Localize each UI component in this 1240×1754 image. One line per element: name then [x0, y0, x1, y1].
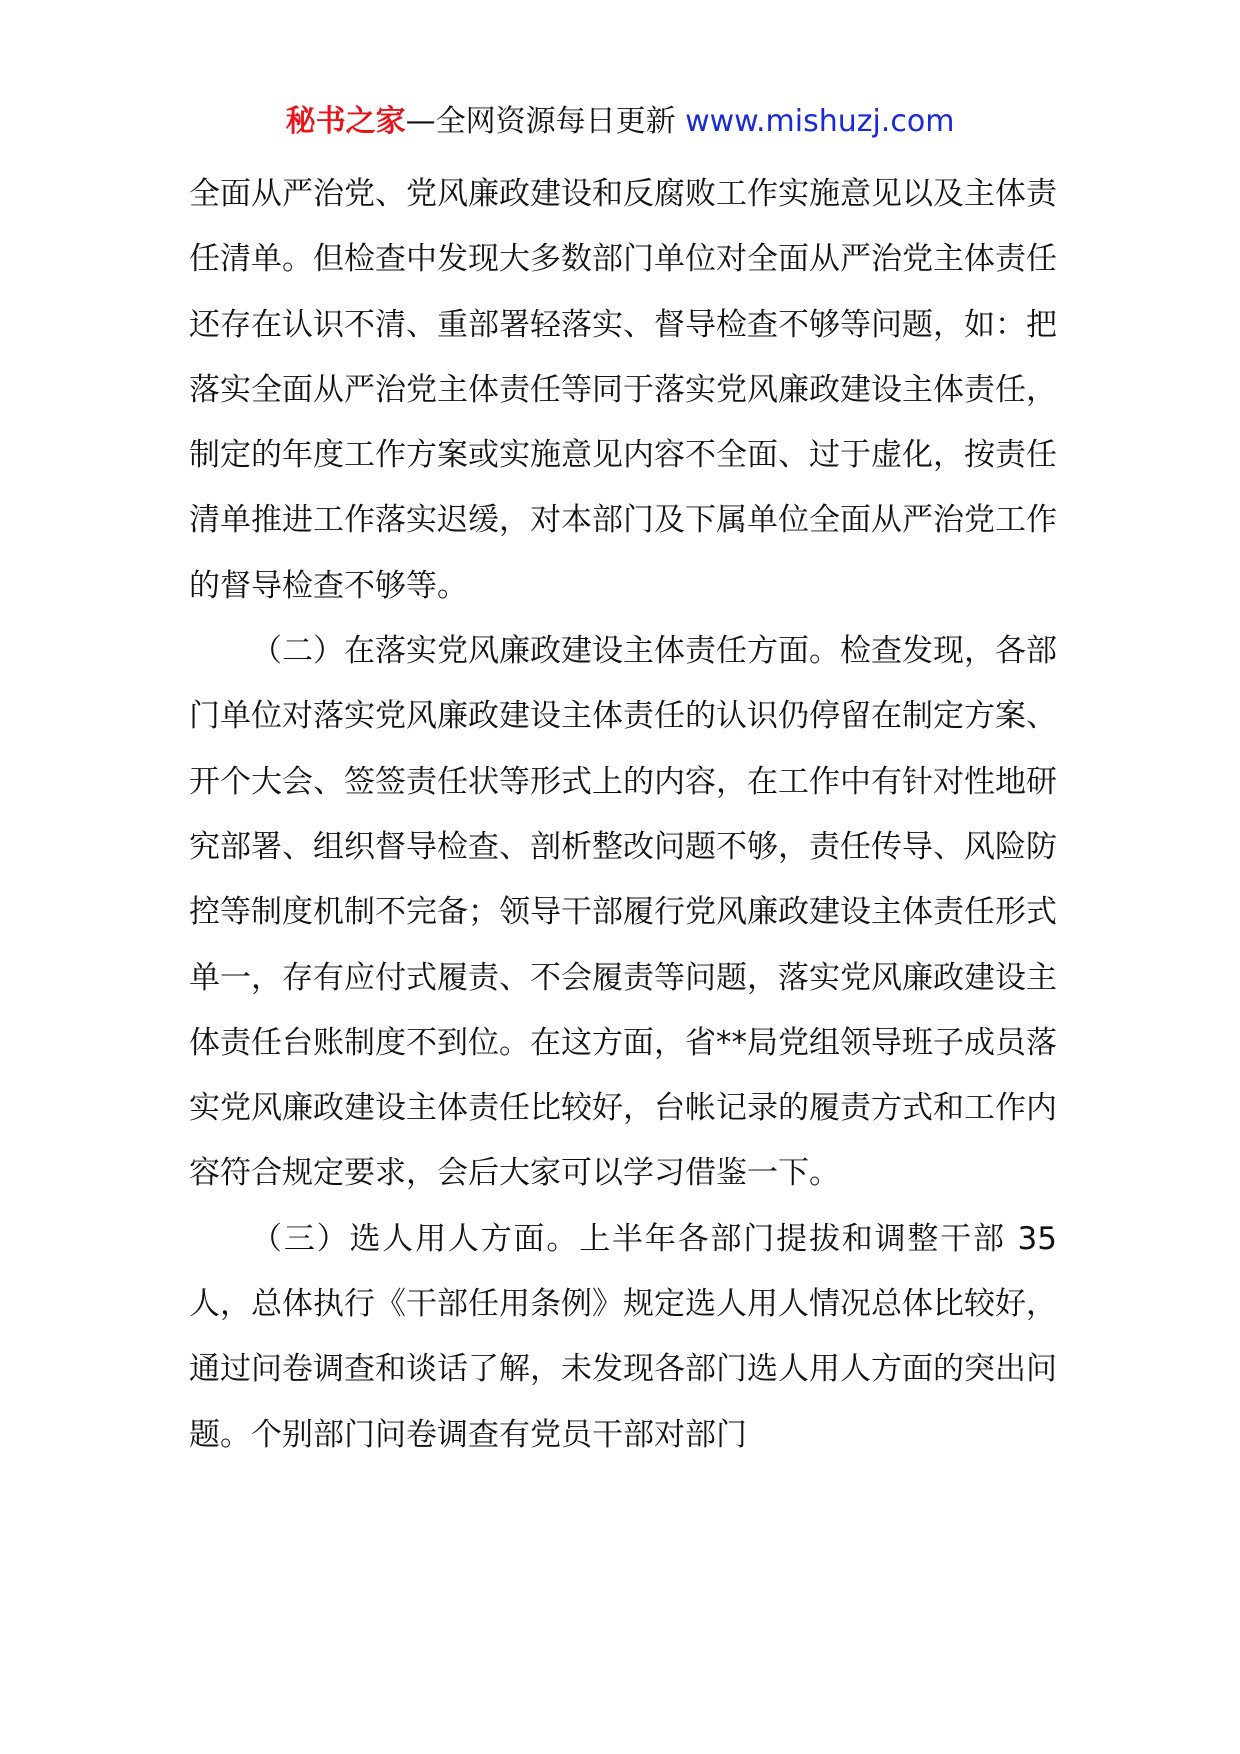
- paragraph-continuation: 全面从严治党、党风廉政建设和反腐败工作实施意见以及主体责任清单。但检查中发现大多数部门单位对全面从严治党主体责任还存在认识不清、重部署轻落实、督导检查不够等问题，如：把落实全面从严治党主体责任等同于落实党风廉政建设主体责任，制定的年度工作方案或实施意见内容不全面、过于虚化，按责任清单推进工作落实迟缓，对本部门及下属单位全面从严治党工作的督导检查不够等。: [189, 176, 1057, 604]
- paragraph-section-2: （二）在落实党风廉政建设主体责任方面。检查发现，各部门单位对落实党风廉政建设主体责任的认识仍停留在制定方案、开个大会、签签责任状等形式上的内容，在工作中有针对性地研究部署、组织督导检查、剖析整改问题不够，责任传导、风险防控等制度机制不完备；领导干部履行党风廉政建设主体责任形式单一，存有应付式履责、不会履责等问题，落实党风廉政建设主体责任台账制度不到位。在这方面，省**局党组领导班子成员落实党风廉政建设主体责任比较好，台帐记录的履责方式和工作内容符合规定要求，会后大家可以学习借鉴一下。: [189, 633, 1057, 1192]
- watermark-header: [0, 100, 1240, 144]
- header-brand: 秘书之家: [285, 104, 406, 139]
- document-body: [189, 162, 1057, 1468]
- header-tagline: —全网资源每日更新: [405, 104, 676, 139]
- paragraph-section-3: （三）选人用人方面。上半年各部门提拔和调整干部 35 人，总体执行《干部任用条例》规定选人用人情况总体比较好，通过问卷调查和谈话了解，未发现各部门选人用人方面的突出问题。个别部门问卷调查有党员干部对部门: [189, 1220, 1057, 1453]
- header-site-url: www.mishuzj.com: [675, 104, 955, 139]
